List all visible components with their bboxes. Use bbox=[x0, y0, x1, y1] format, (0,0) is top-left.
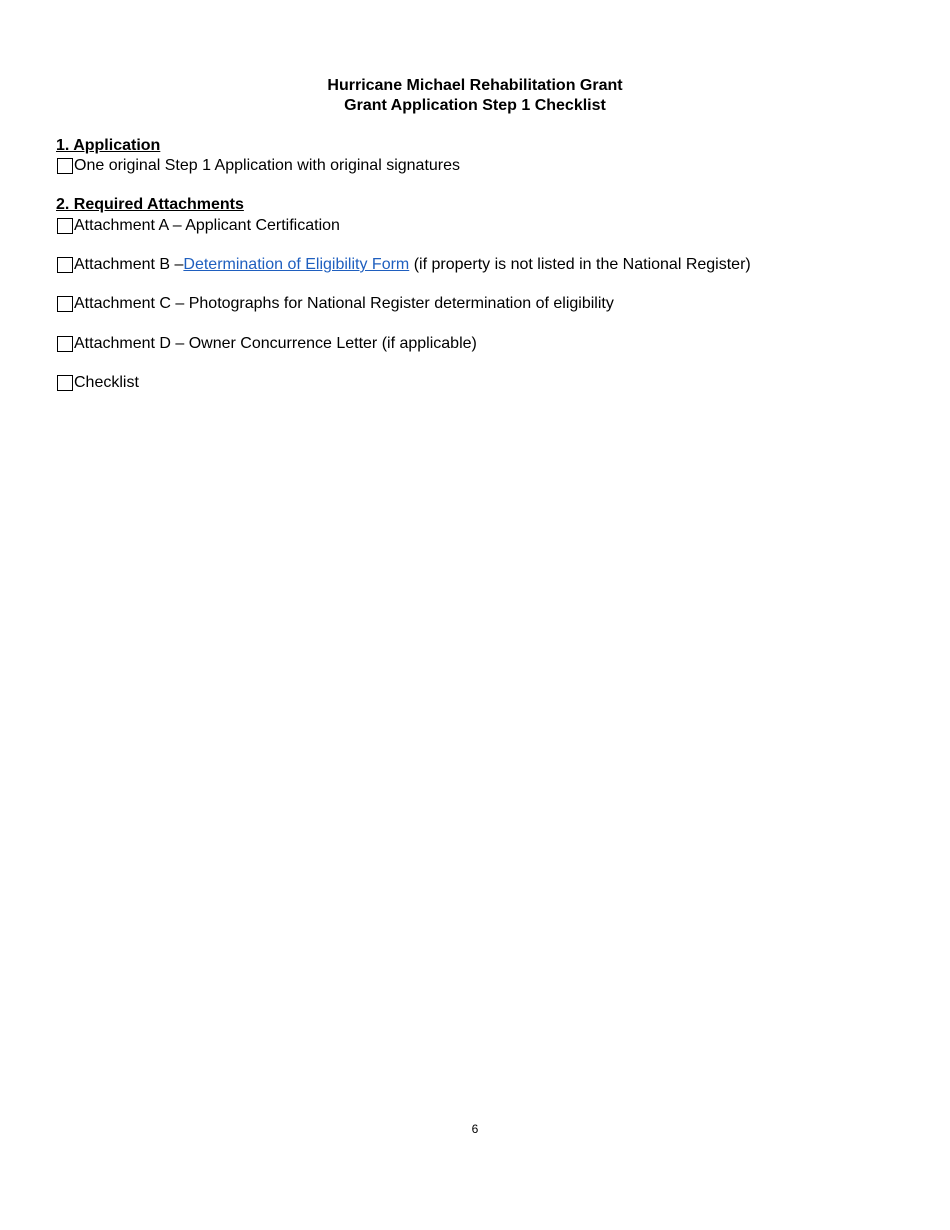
checklist-item-attachment-c bbox=[57, 294, 614, 314]
checkbox[interactable] bbox=[57, 158, 73, 174]
checklist-item-attachment-a bbox=[57, 216, 340, 236]
section-heading-application: 1. Application bbox=[56, 137, 161, 154]
checkbox[interactable] bbox=[57, 218, 73, 234]
checkbox[interactable] bbox=[57, 257, 73, 273]
determination-of-eligibility-form-link[interactable]: Determination of Eligibility Form bbox=[183, 256, 410, 273]
checklist-item-label-suffix: (if property is not listed in the National Register) bbox=[409, 256, 751, 273]
section-heading-required-attachments: 2. Required Attachments bbox=[56, 196, 244, 213]
checklist-item-attachment-b bbox=[57, 255, 751, 275]
checklist-item-label: Attachment A – Applicant Certification bbox=[74, 217, 340, 234]
document-subtitle: Grant Application Step 1 Checklist bbox=[344, 97, 606, 114]
document-title: Hurricane Michael Rehabilitation Grant bbox=[327, 77, 623, 94]
checkbox[interactable] bbox=[57, 336, 73, 352]
checklist-item-label-prefix: Attachment B – bbox=[74, 256, 184, 273]
checklist-item-label: Attachment C – Photographs for National Register determination of eligibility bbox=[74, 295, 614, 312]
checkbox[interactable] bbox=[57, 375, 73, 391]
checklist-item-checklist bbox=[57, 373, 139, 393]
checkbox[interactable] bbox=[57, 296, 73, 312]
page-number: 6 bbox=[471, 1122, 479, 1136]
checklist-item-label: Attachment D – Owner Concurrence Letter (if applicable) bbox=[74, 335, 477, 352]
checklist-item-attachment-d bbox=[57, 334, 477, 354]
checklist-item-application bbox=[57, 156, 460, 176]
checklist-item-label: One original Step 1 Application with original signatures bbox=[74, 157, 461, 174]
checklist-item-label: Checklist bbox=[74, 374, 139, 391]
document-header bbox=[0, 76, 950, 116]
